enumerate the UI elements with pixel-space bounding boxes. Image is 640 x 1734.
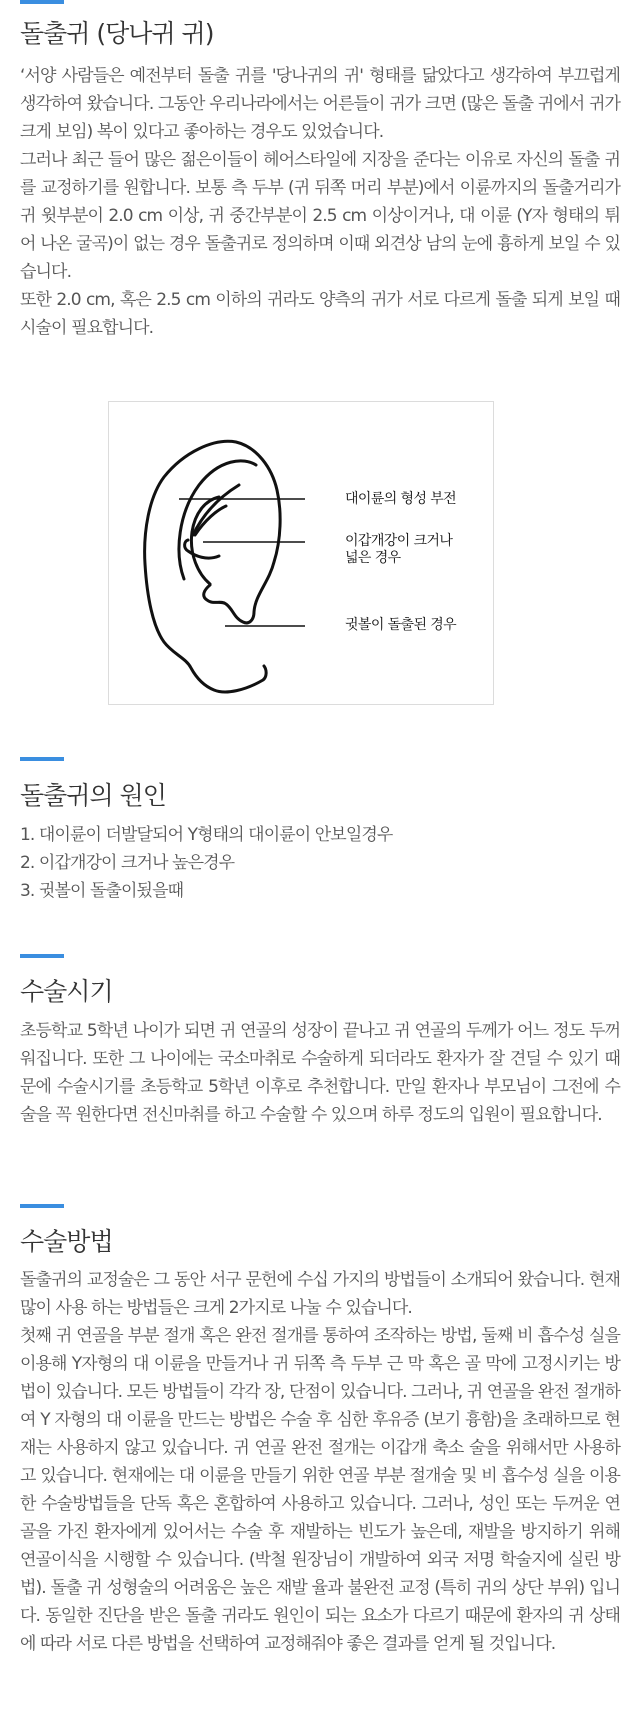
timing-paragraph: 초등학교 5학년 나이가 되면 귀 연골의 성장이 끝나고 귀 연골의 두께가 어느 정도 두꺼워집니다. 또한 그 나이에는 국소마취로 수술하게 되더라도 환자가 잘 견딜 수 있기 때문에 수술시기를 초등학교 5학년 이후로 추천합니다. 만일 환자나 부모님이 그전에 수술을 꼭 원한다면 전신마취를 하고 수술할 수 있으며 하루 정도의 입원이 필요합니다. <box>20 1021 620 1125</box>
diagram-label-concha-line2: 넓은 경우 <box>345 550 401 566</box>
section-accent-bar <box>20 757 64 761</box>
ear-diagram <box>108 401 494 705</box>
intro-title: 돌출귀 (당나귀 귀) <box>20 19 214 48</box>
method-text <box>20 1266 620 1658</box>
list-item: 3. 귓볼이 돌출이됬을때 <box>20 881 184 901</box>
intro-paragraph: 또한 2.0 cm, 혹은 2.5 cm 이하의 귀라도 양측의 귀가 서로 다르게 돌출 되게 보일 때 시술이 필요합니다. <box>20 290 620 338</box>
ear-helix-inner <box>179 461 256 579</box>
section-accent-bar <box>20 0 64 4</box>
causes-list <box>20 821 620 905</box>
intro-text <box>20 62 620 342</box>
timing-title: 수술시기 <box>20 977 113 1006</box>
ear-illustration <box>109 402 495 706</box>
list-item: 1. 대이륜이 더발달되어 Y형태의 대이륜이 안보일경우 <box>20 825 393 845</box>
ear-concha <box>191 497 219 584</box>
timing-text <box>20 1017 620 1129</box>
diagram-label-concha-line1: 이갑개강이 크거나 <box>345 533 453 549</box>
ear-outer-rim <box>145 441 280 692</box>
section-accent-bar <box>20 1204 64 1208</box>
list-item: 2. 이갑개강이 크거나 높은경우 <box>20 853 235 873</box>
method-paragraph: 첫째 귀 연골을 부분 절개 혹은 완전 절개를 통하여 조작하는 방법, 둘째 비 흡수성 실을 이용해 Y자형의 대 이륜을 만들거나 귀 뒤쪽 측 두부 근 막 혹은 골 막에 고정시키는 방법이 있습니다. 모든 방법들이 각각 장, 단점이 있습니다. 그러나, 귀 연골을 완전 절개하여 Y 자형의 대 이륜을 만드는 방법은 수술 후 심한 후유증 (보기 흉함)을 초래하므로 현재는 사용하지 않고 있습니다. 귀 연골 완전 절개는 이갑개 축소 술을 위해서만 사용하고 있습니다. 현재에는 대 이륜을 만들기 위한 연골 부분 절개술 및 비 흡수성 실을 이용한 수술방법들을 단독 혹은 혼합하여 사용하고 있습니다. 그러나, 성인 또는 두꺼운 연골을 가진 환자에게 있어서는 수술 후 재발하는 빈도가 높은데, 재발을 방지하기 위해 연골이식을 시행할 수 있습니다. (박철 원장님이 개발하여 외국 저명 학술지에 실린 방법). 돌출 귀 성형술의 어려움은 높은 재발 율과 불완전 교정 (특히 귀의 상단 부위) 입니다. 동일한 진단을 받은 돌출 귀라도 원인이 되는 요소가 다르기 때문에 환자의 귀 상태에 따라 서로 다른 방법을 선택하여 교정해줘야 좋은 결과를 얻게 될 것입니다. <box>20 1326 620 1654</box>
leader-lines <box>179 499 305 626</box>
causes-title: 돌출귀의 원인 <box>20 781 166 810</box>
method-paragraph: 돌출귀의 교정술은 그 동안 서구 문헌에 수십 가지의 방법들이 소개되어 왔습니다. 현재 많이 사용 하는 방법들은 크게 2가지로 나눌 수 있습니다. <box>20 1270 620 1318</box>
intro-paragraph: ‘서양 사람들은 예전부터 돌출 귀를 '당나귀의 귀' 형태를 닮았다고 생각하여 부끄럽게 생각하여 왔습니다. 그동안 우리나라에서는 어른들이 귀가 크면 (많은 돌출 귀에서 귀가 크게 보임) 복이 있다고 좋아하는 경우도 있었습니다. <box>20 66 620 142</box>
intro-paragraph: 그러나 최근 들어 많은 젊은이들이 헤어스타일에 지장을 준다는 이유로 자신의 돌출 귀를 교정하기를 원합니다. 보통 측 두부 (귀 뒤쪽 머리 부분)에서 이륜까지의 돌출거리가 귀 윗부분이 2.0 cm 이상, 귀 중간부분이 2.5 cm 이상이거나, 대 이륜 (Y자 형태의 튀어 나온 굴곡)이 없는 경우 돌출귀로 정의하며 이때 외견상 남의 눈에 흉하게 보일 수 있습니다. <box>20 150 620 282</box>
diagram-label-antihelix: 대이륜의 형성 부전 <box>345 491 457 507</box>
method-title: 수술방법 <box>20 1227 113 1256</box>
section-accent-bar <box>20 954 64 958</box>
diagram-label-earlobe: 귓볼이 돌출된 경우 <box>345 617 457 633</box>
